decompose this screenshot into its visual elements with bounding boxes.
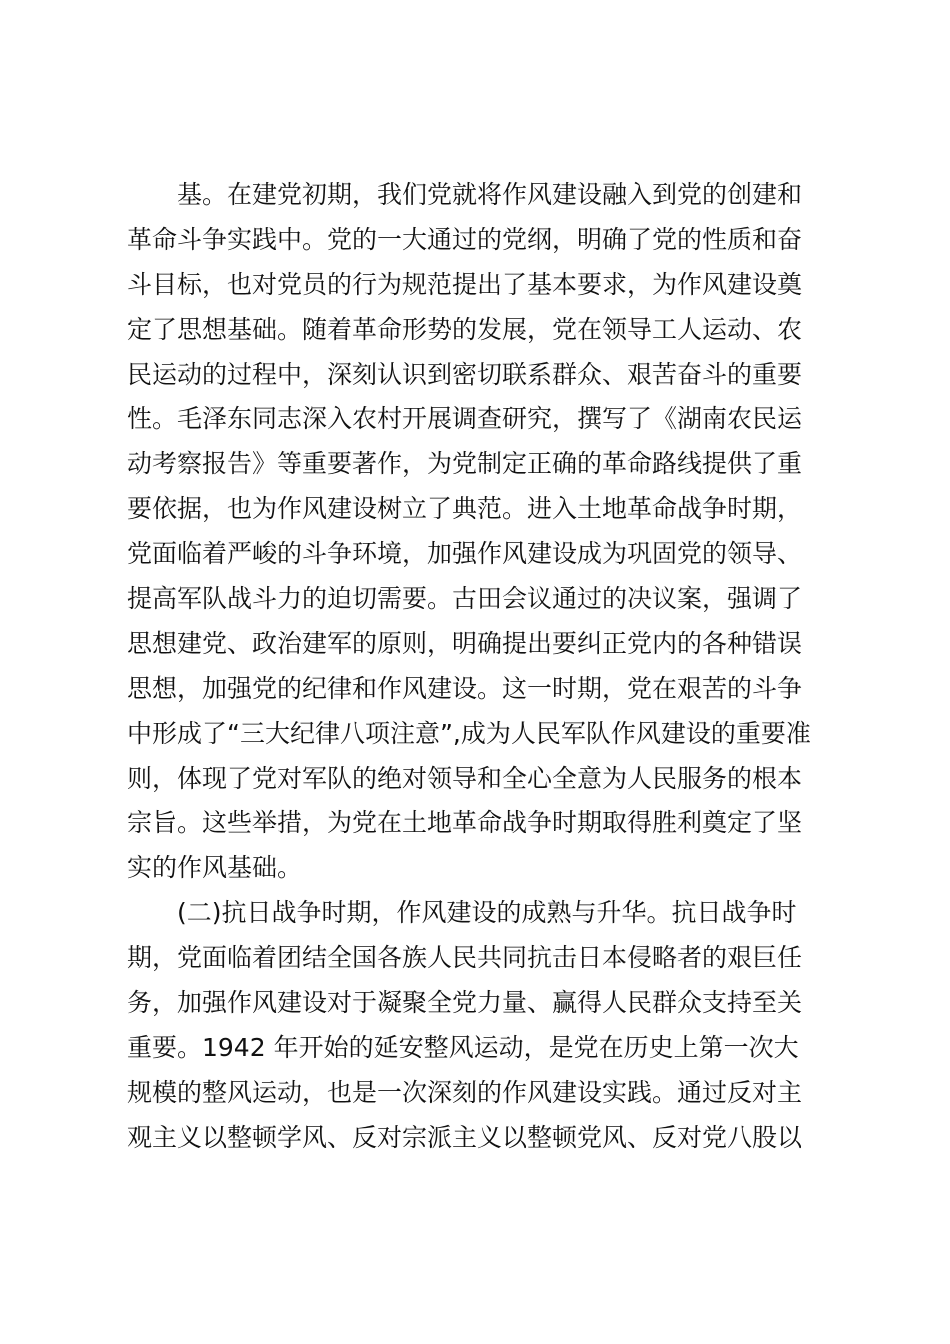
text-line: 思想建党、政治建军的原则，明确提出要纠正党内的各种错误 [127,628,803,658]
text-line: 动考察报告》等重要著作，为党制定正确的革命路线提供了重 [127,449,803,479]
text-line: 实的作风基础。 [127,853,303,883]
text-line: 基。在建党初期，我们党就将作风建设融入到党的创建和 [177,180,803,209]
text-line: 斗目标，也对党员的行为规范提出了基本要求，为作风建设奠 [127,269,803,299]
paragraph-1 [127,173,827,891]
text-line: 则，体现了党对军队的绝对领导和全心全意为人民服务的根本 [127,763,803,793]
text-line: 民运动的过程中，深刻认识到密切联系群众、艰苦奋斗的重要 [127,359,803,389]
text-line: 思想，加强党的纪律和作风建设。这一时期，党在艰苦的斗争 [127,673,803,703]
text-line: 革命斗争实践中。党的一大通过的党纲，明确了党的性质和奋 [127,224,803,254]
text-line: 期，党面临着团结全国各族人民共同抗击日本侵略者的艰巨任 [127,943,803,973]
text-line: 党面临着严峻的斗争环境，加强作风建设成为巩固党的领导、 [127,539,803,569]
text-line: 宗旨。这些举措，为党在土地革命战争时期取得胜利奠定了坚 [127,808,803,838]
text-line: 规模的整风运动，也是一次深刻的作风建设实践。通过反对主 [127,1077,803,1107]
text-line: 提高军队战斗力的迫切需要。古田会议通过的决议案，强调了 [127,584,803,614]
paragraph-2 [127,891,827,1160]
text-line: 要依据，也为作风建设树立了典范。进入土地革命战争时期， [127,494,803,524]
text-line: 性。毛泽东同志深入农村开展调查研究，撰写了《湖南农民运 [127,404,803,434]
text-line: 务，加强作风建设对于凝聚全党力量、赢得人民群众支持至关 [127,988,803,1018]
text-line: 观主义以整顿学风、反对宗派主义以整顿党风、反对党八股以 [127,1122,803,1152]
text-line: 中形成了“三大纪律八项注意”,成为人民军队作风建设的重要准 [127,718,811,748]
document-body [127,173,827,1161]
text-line: 定了思想基础。随着革命形势的发展，党在领导工人运动、农 [127,314,803,344]
text-line: (二)抗日战争时期，作风建设的成熟与升华。抗日战争时 [177,898,797,928]
text-line: 重要。1942 年开始的延安整风运动，是党在历史上第一次大 [127,1032,799,1062]
